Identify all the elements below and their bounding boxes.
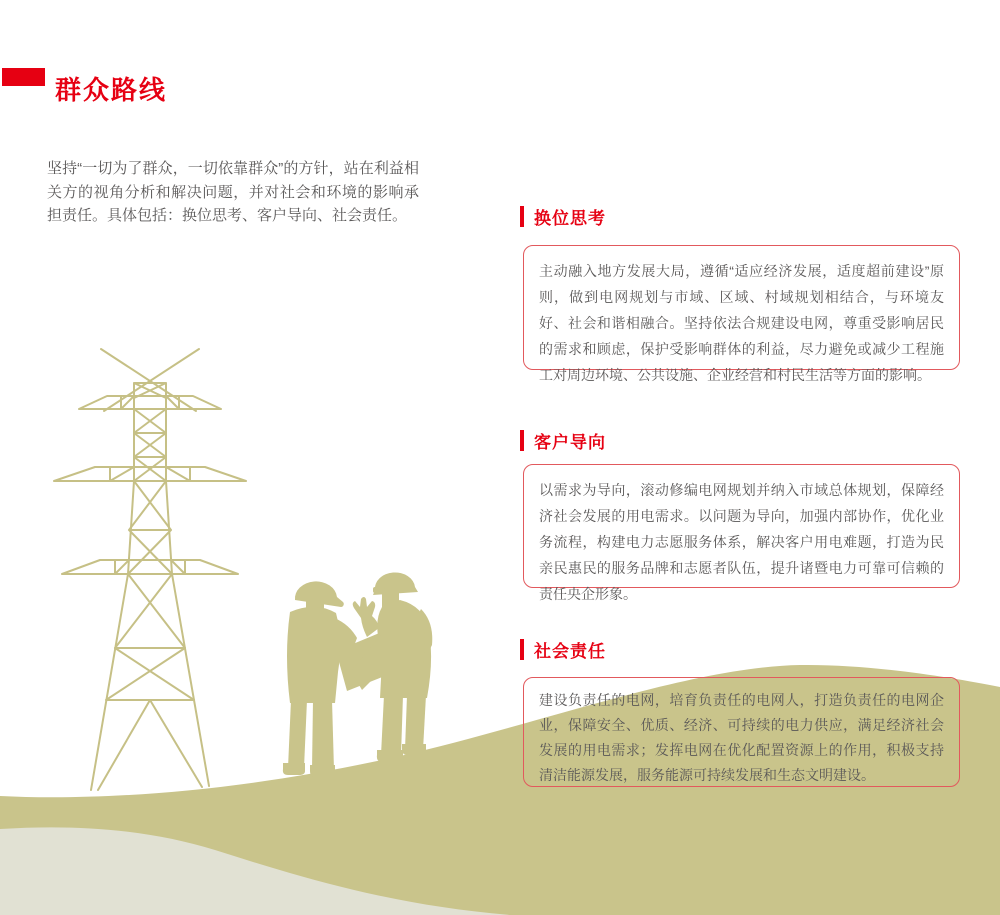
section-marker-bar xyxy=(520,639,524,660)
section-heading: 社会责任 xyxy=(534,642,606,661)
section-heading: 换位思考 xyxy=(534,209,606,228)
info-box-responsibility xyxy=(523,677,960,787)
page-title: 群众路线 xyxy=(55,75,168,106)
section-heading: 客户导向 xyxy=(534,433,606,452)
info-box-text: 以需求为导向，滚动修编电网规划并纳入市域总体规划，保障经济社会发展的用电需求。以问题为导向，加强内部协作，优化业务流程，构建电力志愿服务体系，解决客户用电难题，打造为民亲民惠民的服务品牌和志愿者队伍，提升诸暨电力可靠可信赖的责任央企形象。 xyxy=(539,482,944,602)
section-header-customer xyxy=(520,428,606,453)
info-box-text: 主动融入地方发展大局，遵循“适应经济发展，适度超前建设”原则，做到电网规划与市域、区域、村域规划相结合，与环境友好、社会和谐相融合。坚持依法合规建设电网，尊重受影响居民的需求和顾虑，保护受影响群体的利益，尽力避免或减少工程施工对周边环境、公共设施、企业经营和村民生活等方面的影响。 xyxy=(539,263,944,383)
transmission-tower-icon xyxy=(54,349,246,790)
info-box-customer xyxy=(523,464,960,602)
section-marker-bar xyxy=(520,206,524,227)
info-box-text: 建设负责任的电网，培育负责任的电网人，打造负责任的电网企业，保障安全、优质、经济、可持续的电力供应，满足经济社会发展的用电需求；发挥电网在优化配置资源上的作用，积极支持清洁能源发展，服务能源可持续发展和生态文明建设。 xyxy=(539,692,944,783)
section-header-perspective xyxy=(520,204,606,229)
workers-silhouette-icon xyxy=(283,572,432,777)
title-marker-bar xyxy=(2,68,45,86)
section-header-responsibility xyxy=(520,637,606,662)
intro-paragraph: 坚持“一切为了群众，一切依靠群众”的方针，站在利益相关方的视角分析和解决问题，并对社会和环境的影响承担责任。具体包括：换位思考、客户导向、社会责任。 xyxy=(47,160,419,224)
info-box-perspective xyxy=(523,245,960,383)
section-marker-bar xyxy=(520,430,524,451)
